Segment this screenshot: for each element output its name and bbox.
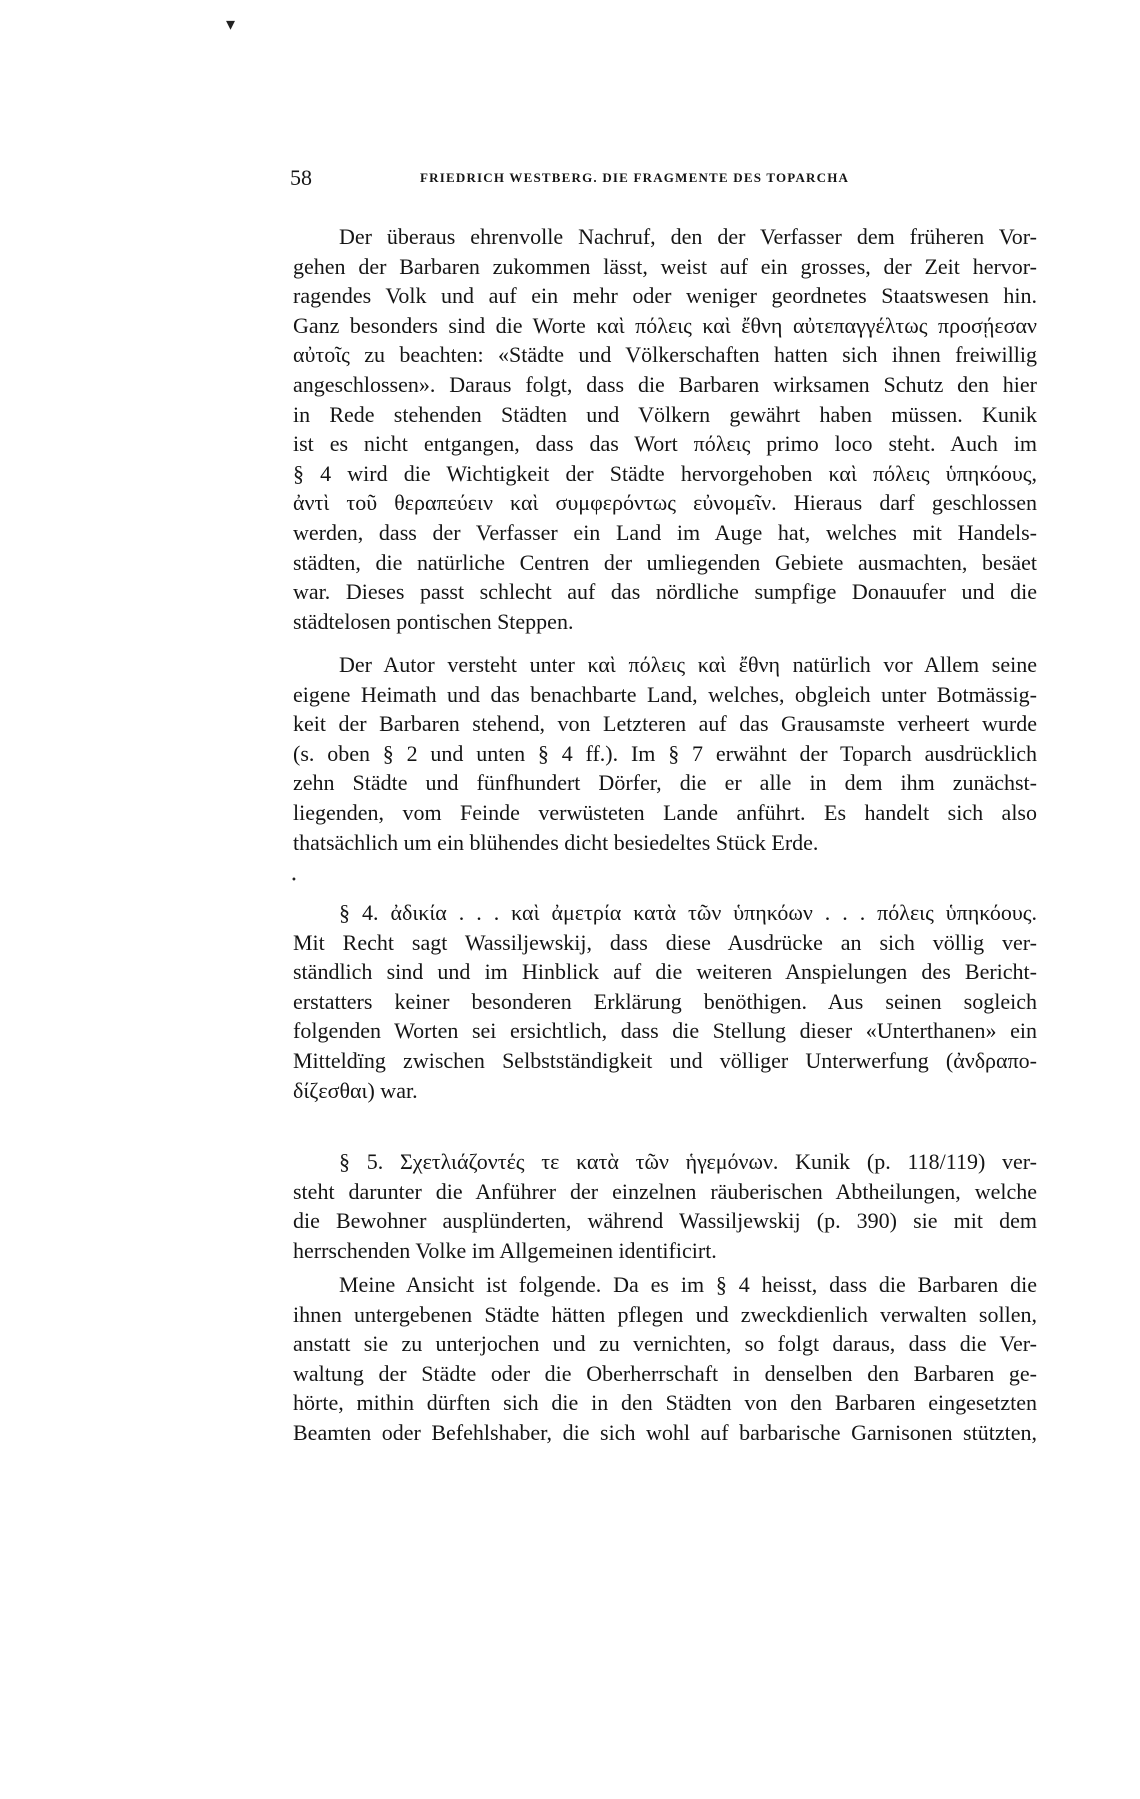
text-line: herrschenden Volke im Allgemeinen identificirt.: [293, 1237, 717, 1263]
text-line: ständlich sind und im Hinblick auf die weiteren Anspielungen des Bericht-: [293, 959, 1037, 985]
text-line: δίζεσθαι) war.: [293, 1077, 418, 1103]
text-line: steht darunter die Anführer der einzelnen räuberischen Abtheilungen, welche: [293, 1178, 1037, 1204]
text-line: § 5. Σχετλιάζοντές τε κατὰ τῶν ἡγεμόνων. Kunik (p. 118/119) ver-: [339, 1149, 1037, 1174]
page-header: [290, 165, 1040, 191]
paragraph-1: [293, 222, 1037, 636]
text-line: erstatters keiner besonderen Erklärung benöthigen. Aus seinen sogleich: [293, 988, 1037, 1014]
text-line: hörte, mithin dürften sich die in den Städten von den Barbaren eingesetzten: [293, 1390, 1037, 1416]
ink-speck-top-left: ▾: [226, 14, 236, 35]
text-line: Ganz besonders sind die Worte καὶ πόλεις καὶ ἔθνη αὐτεπαγγέλτως προσῄεσαν: [293, 312, 1037, 338]
paragraph-2: [293, 650, 1037, 857]
paragraph-3: [293, 898, 1037, 1105]
text-line: zehn Städte und fünfhundert Dörfer, die er alle in dem ihm zunächst-: [293, 770, 1037, 796]
text-line: anstatt sie zu unterjochen und zu vernichten, so folgt daraus, dass die Ver-: [293, 1331, 1037, 1357]
text-line: ist es nicht entgangen, dass das Wort πόλεις primo loco steht. Auch im: [293, 431, 1037, 457]
text-line: in Rede stehenden Städten und Völkern gewährt haben müssen. Kunik: [293, 401, 1037, 427]
text-line: αὐτοῖς zu beachten: «Städte und Völkerschaften hatten sich ihnen freiwillig: [293, 342, 1037, 368]
text-line: ragendes Volk und auf ein mehr oder weniger geordnetes Staatswesen hin.: [293, 283, 1037, 309]
ink-dot: •: [291, 875, 297, 886]
text-line: Meine Ansicht ist folgende. Da es im § 4 heisst, dass die Barbaren die: [339, 1272, 1037, 1297]
text-line: werden, dass der Verfasser ein Land im Auge hat, welches mit Handels-: [293, 519, 1037, 545]
text-line: liegenden, vom Feinde verwüsteten Lande anführt. Es handelt sich also: [293, 799, 1037, 825]
text-line: ihnen untergebenen Städte hätten pflegen und zweckdienlich verwalten sollen,: [293, 1301, 1037, 1327]
text-line: Der Autor versteht unter καὶ πόλεις καὶ ἔθνη natürlich vor Allem seine: [339, 652, 1037, 677]
text-line: angeschlossen». Daraus folgt, dass die Barbaren wirksamen Schutz den hier: [293, 371, 1037, 397]
text-line: ἀντὶ τοῦ θεραπεύειν καὶ συμφερόντως εὐνομεῖν. Hieraus darf geschlossen: [293, 490, 1037, 516]
text-line: keit der Barbaren stehend, von Letzteren auf das Grausamste verheert wurde: [293, 711, 1037, 737]
page-number: 58: [290, 165, 312, 190]
text-line: Der überaus ehrenvolle Nachruf, den der Verfasser dem früheren Vor-: [339, 224, 1037, 249]
text-line: Beamten oder Befehlshaber, die sich wohl auf barbarische Garnisonen stützten,: [293, 1419, 1037, 1445]
text-line: (s. oben § 2 und unten § 4 ff.). Im § 7 erwähnt der Toparch ausdrücklich: [293, 740, 1037, 766]
text-line: thatsächlich um ein blühendes dicht besiedeltes Stück Erde.: [293, 829, 819, 855]
text-line: Mitteldïng zwischen Selbstständigkeit und völliger Unterwerfung (ἀνδραπο-: [293, 1047, 1037, 1073]
running-title: FRIEDRICH WESTBERG. DIE FRAGMENTE DES TOPARCHA: [420, 170, 850, 185]
text-line: § 4 wird die Wichtigkeit der Städte hervorgehoben καὶ πόλεις ὑπηκόους,: [293, 460, 1037, 486]
paragraph-4: [293, 1147, 1037, 1265]
text-line: waltung der Städte oder die Oberherrschaft in denselben den Barbaren ge-: [293, 1360, 1037, 1386]
text-line: Mit Recht sagt Wassiljewskij, dass diese Ausdrücke an sich völlig ver-: [293, 929, 1037, 955]
paragraph-5: [293, 1270, 1037, 1448]
text-line: städtelosen pontischen Steppen.: [293, 608, 574, 634]
text-line: städten, die natürliche Centren der umliegenden Gebiete ausmachten, besäet: [293, 549, 1037, 575]
text-line: folgenden Worten sei ersichtlich, dass die Stellung dieser «Unterthanen» ein: [293, 1018, 1037, 1044]
text-line: war. Dieses passt schlecht auf das nördliche sumpfige Donauufer und die: [293, 579, 1037, 605]
text-line: eigene Heimath und das benachbarte Land, welches, obgleich unter Botmässig-: [293, 681, 1037, 707]
text-line: gehen der Barbaren zukommen lässt, weist auf ein grosses, der Zeit hervor-: [293, 253, 1037, 279]
text-line: § 4. ἀδικία . . . καὶ ἀμετρία κατὰ τῶν ὑπηκόων . . . πόλεις ὑπηκόους.: [339, 900, 1037, 925]
text-line: die Bewohner ausplünderten, während Wassiljewskij (p. 390) sie mit dem: [293, 1208, 1037, 1234]
